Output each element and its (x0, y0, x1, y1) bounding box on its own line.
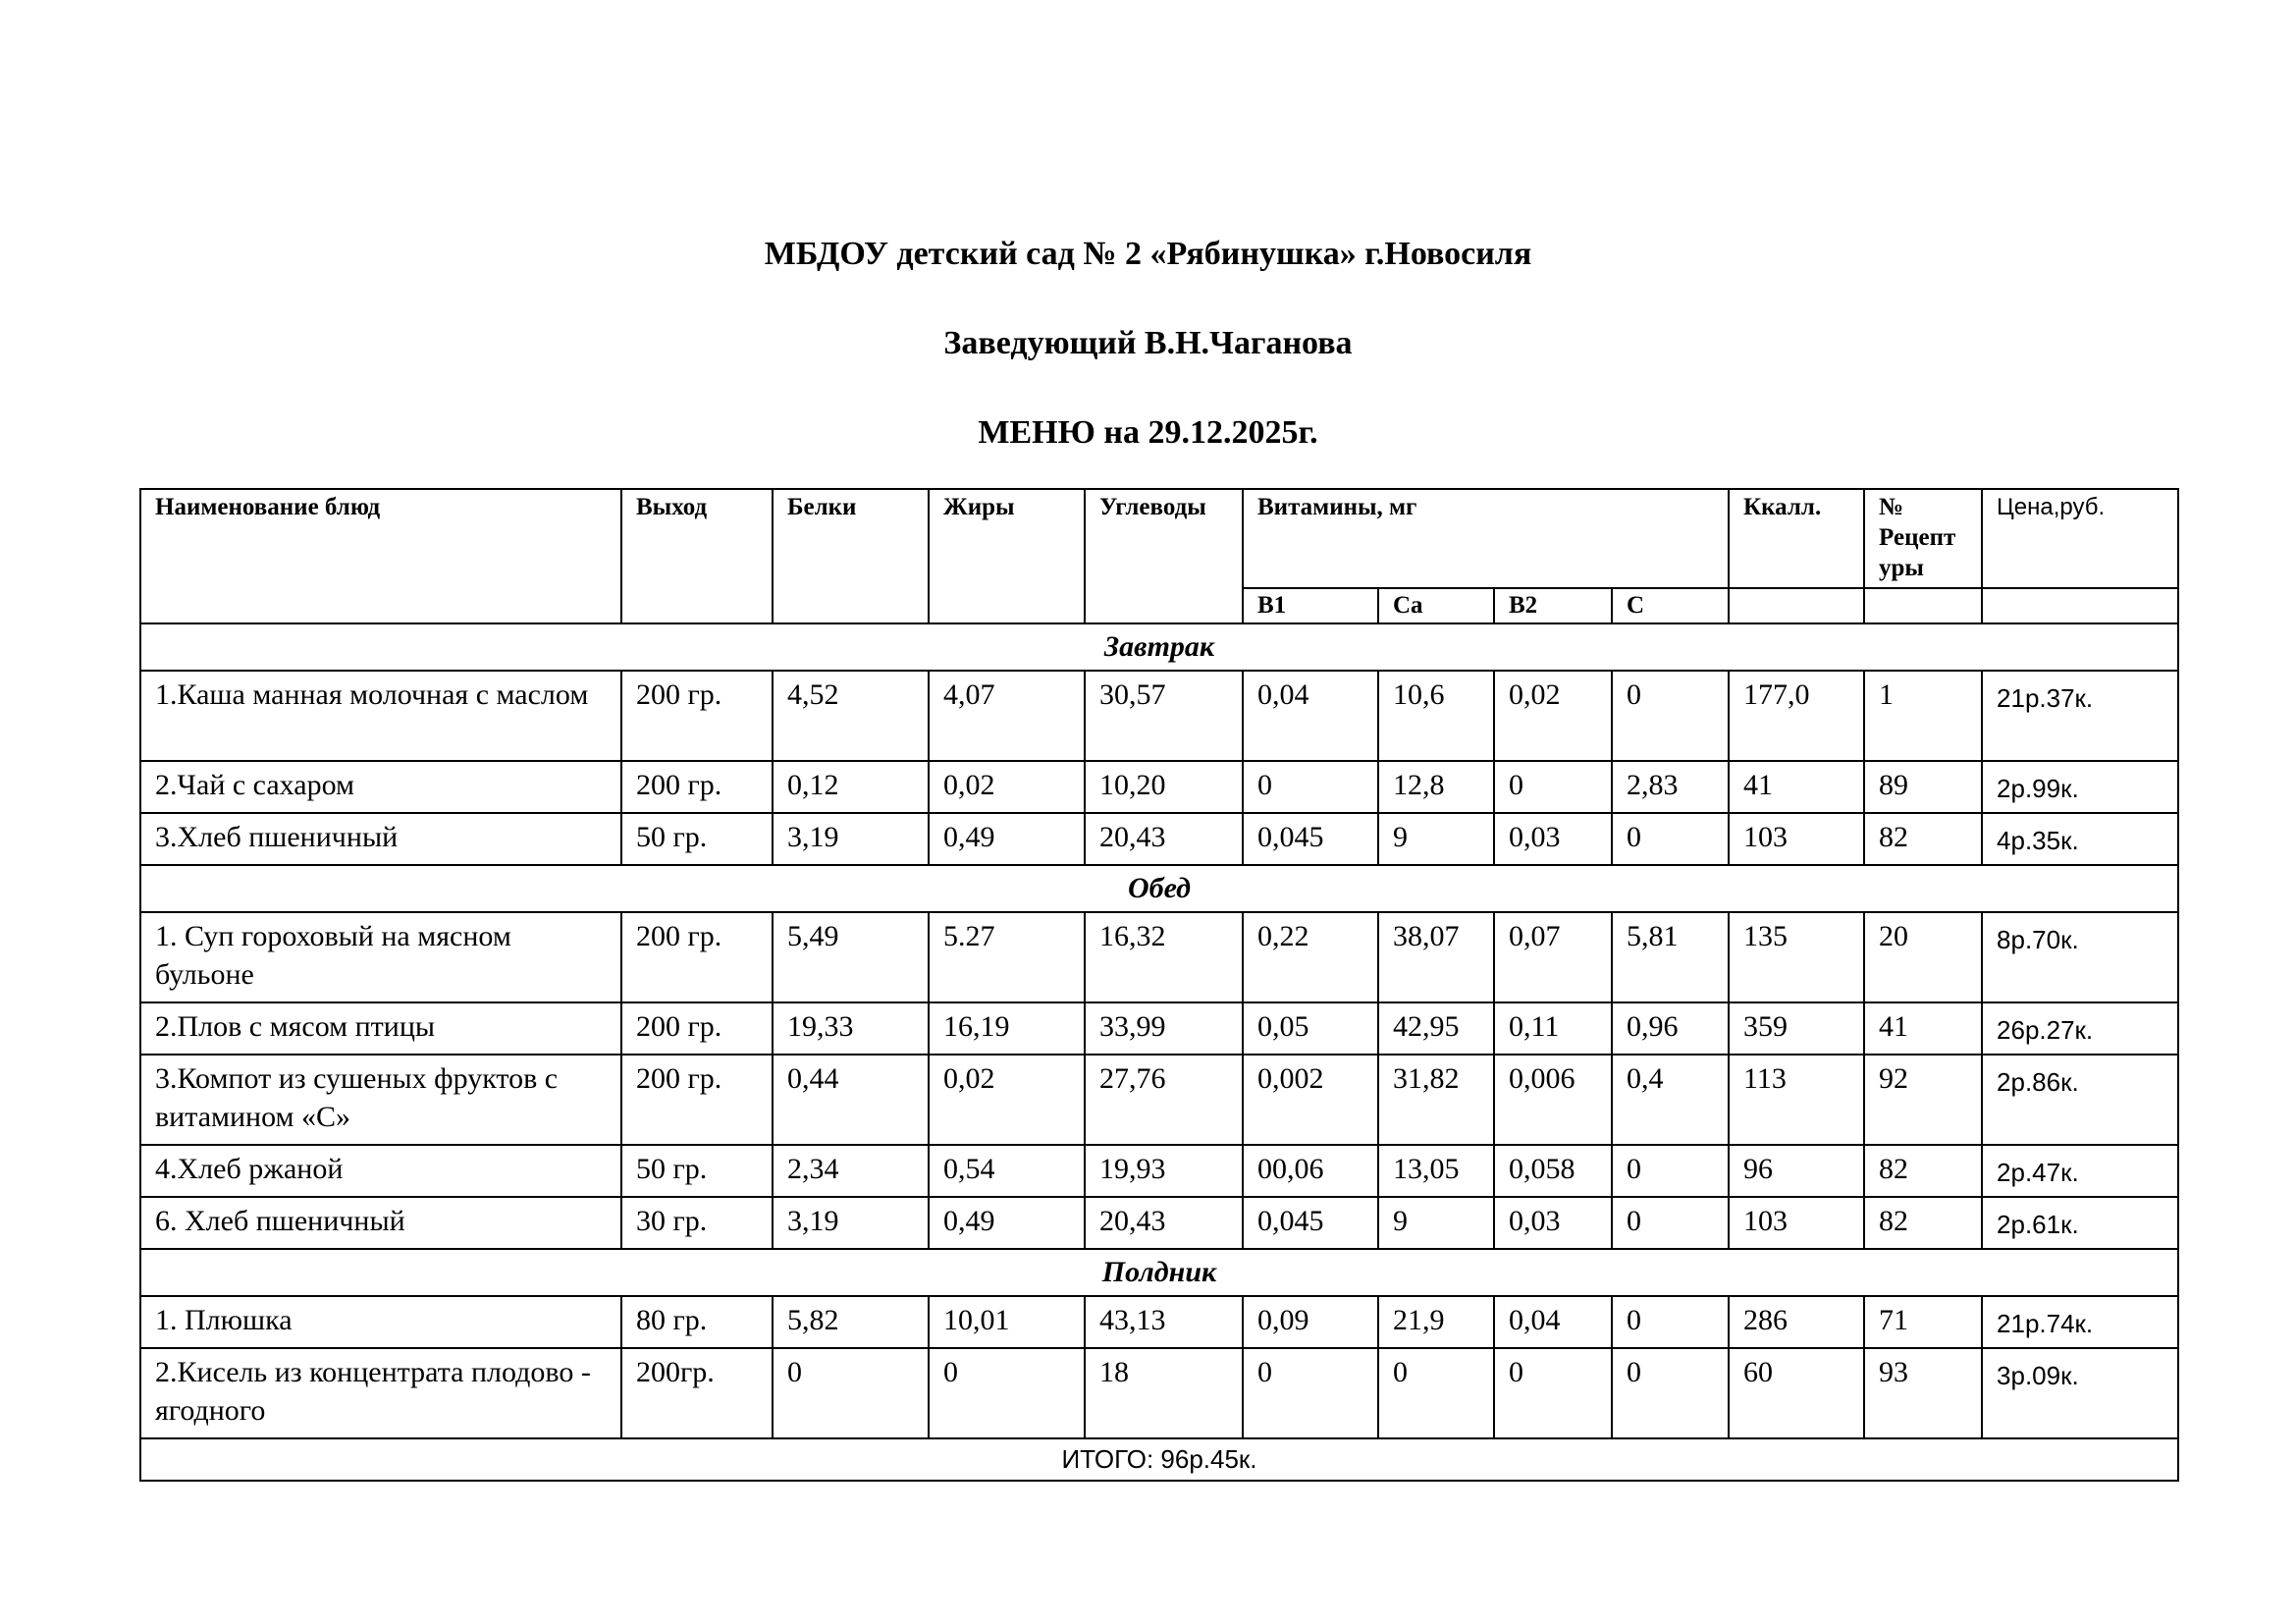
table-row (140, 671, 2178, 761)
cell-ca: 21,9 (1378, 1296, 1494, 1348)
cell-b2: 0 (1494, 761, 1612, 813)
cell-yield: 50 гр. (621, 1145, 773, 1197)
cell-b1: 0,04 (1243, 671, 1378, 761)
cell-c: 0 (1612, 813, 1729, 865)
cell-price: 8р.70к. (1982, 912, 2178, 1002)
cell-fat: 0 (929, 1348, 1085, 1438)
cell-recipe: 93 (1864, 1348, 1982, 1438)
cell-price: 2р.61к. (1982, 1197, 2178, 1249)
cell-name: 1.Каша манная молочная с маслом (140, 671, 621, 761)
cell-ca: 0 (1378, 1348, 1494, 1438)
section-title: Обед (140, 865, 2178, 912)
cell-b1: 00,06 (1243, 1145, 1378, 1197)
cell-carbs: 10,20 (1085, 761, 1243, 813)
cell-c: 0 (1612, 1145, 1729, 1197)
cell-name: 3.Хлеб пшеничный (140, 813, 621, 865)
cell-kcal: 113 (1729, 1055, 1864, 1145)
cell-yield: 200 гр. (621, 761, 773, 813)
col-header-kcal: Ккалл. (1729, 489, 1864, 588)
total-value: ИТОГО: 96р.45к. (140, 1438, 2178, 1481)
cell-fat: 0,49 (929, 813, 1085, 865)
cell-carbs: 19,93 (1085, 1145, 1243, 1197)
cell-protein: 0,44 (773, 1055, 929, 1145)
cell-protein: 5,49 (773, 912, 929, 1002)
cell-c: 0 (1612, 1296, 1729, 1348)
cell-protein: 3,19 (773, 813, 929, 865)
total-row (140, 1438, 2178, 1481)
col-header-name: Наименование блюд (140, 489, 621, 623)
cell-ca: 12,8 (1378, 761, 1494, 813)
subheader-empty-kcal (1729, 588, 1864, 623)
cell-name: 3.Компот из сушеных фруктов с витамином «С» (140, 1055, 621, 1145)
header-row (140, 489, 2178, 588)
table-row (140, 1002, 2178, 1055)
cell-price: 2р.47к. (1982, 1145, 2178, 1197)
cell-c: 0,96 (1612, 1002, 1729, 1055)
cell-ca: 38,07 (1378, 912, 1494, 1002)
cell-b1: 0 (1243, 761, 1378, 813)
cell-yield: 50 гр. (621, 813, 773, 865)
table-row (140, 1197, 2178, 1249)
cell-ca: 10,6 (1378, 671, 1494, 761)
institution-title: МБДОУ детский сад № 2 «Рябинушка» г.Новосиля (764, 236, 1532, 272)
cell-fat: 0,54 (929, 1145, 1085, 1197)
table-row (140, 1145, 2178, 1197)
cell-ca: 9 (1378, 1197, 1494, 1249)
cell-carbs: 18 (1085, 1348, 1243, 1438)
table-row (140, 813, 2178, 865)
cell-protein: 3,19 (773, 1197, 929, 1249)
cell-b1: 0 (1243, 1348, 1378, 1438)
cell-carbs: 33,99 (1085, 1002, 1243, 1055)
cell-kcal: 286 (1729, 1296, 1864, 1348)
cell-name: 4.Хлеб ржаной (140, 1145, 621, 1197)
cell-ca: 9 (1378, 813, 1494, 865)
cell-price: 4р.35к. (1982, 813, 2178, 865)
col-header-yield: Выход (621, 489, 773, 623)
cell-yield: 80 гр. (621, 1296, 773, 1348)
cell-price: 2р.86к. (1982, 1055, 2178, 1145)
table-row (140, 1348, 2178, 1438)
col-header-ca: Са (1378, 588, 1494, 623)
cell-protein: 5,82 (773, 1296, 929, 1348)
table-row (140, 1055, 2178, 1145)
cell-name: 2.Чай с сахаром (140, 761, 621, 813)
cell-recipe: 41 (1864, 1002, 1982, 1055)
menu-table (139, 488, 2179, 1482)
cell-fat: 0,02 (929, 761, 1085, 813)
cell-kcal: 135 (1729, 912, 1864, 1002)
cell-b2: 0,04 (1494, 1296, 1612, 1348)
cell-name: 2.Кисель из концентрата плодово - ягодного (140, 1348, 621, 1438)
col-header-recipe: № Рецепт уры (1864, 489, 1982, 588)
cell-kcal: 96 (1729, 1145, 1864, 1197)
cell-carbs: 27,76 (1085, 1055, 1243, 1145)
col-header-carbs: Углеводы (1085, 489, 1243, 623)
cell-recipe: 89 (1864, 761, 1982, 813)
cell-protein: 19,33 (773, 1002, 929, 1055)
cell-carbs: 20,43 (1085, 813, 1243, 865)
cell-name: 2.Плов с мясом птицы (140, 1002, 621, 1055)
section-title: Полдник (140, 1249, 2178, 1296)
cell-c: 2,83 (1612, 761, 1729, 813)
cell-yield: 200гр. (621, 1348, 773, 1438)
cell-carbs: 30,57 (1085, 671, 1243, 761)
cell-kcal: 359 (1729, 1002, 1864, 1055)
cell-fat: 16,19 (929, 1002, 1085, 1055)
table-row (140, 1296, 2178, 1348)
menu-title: МЕНЮ на 29.12.2025г. (978, 414, 1318, 451)
section-title: Завтрак (140, 623, 2178, 671)
cell-b2: 0,11 (1494, 1002, 1612, 1055)
cell-fat: 0,49 (929, 1197, 1085, 1249)
subheader-empty-recipe (1864, 588, 1982, 623)
cell-kcal: 177,0 (1729, 671, 1864, 761)
cell-yield: 30 гр. (621, 1197, 773, 1249)
cell-ca: 42,95 (1378, 1002, 1494, 1055)
cell-protein: 0 (773, 1348, 929, 1438)
cell-carbs: 16,32 (1085, 912, 1243, 1002)
cell-b2: 0,006 (1494, 1055, 1612, 1145)
cell-yield: 200 гр. (621, 912, 773, 1002)
cell-ca: 31,82 (1378, 1055, 1494, 1145)
cell-c: 0 (1612, 671, 1729, 761)
cell-b2: 0,058 (1494, 1145, 1612, 1197)
cell-carbs: 20,43 (1085, 1197, 1243, 1249)
cell-fat: 0,02 (929, 1055, 1085, 1145)
table-row (140, 761, 2178, 813)
table-row (140, 912, 2178, 1002)
cell-recipe: 20 (1864, 912, 1982, 1002)
cell-b1: 0,22 (1243, 912, 1378, 1002)
cell-recipe: 82 (1864, 1197, 1982, 1249)
col-header-vitamins: Витамины, мг (1243, 489, 1729, 588)
cell-c: 5,81 (1612, 912, 1729, 1002)
cell-yield: 200 гр. (621, 1055, 773, 1145)
cell-protein: 2,34 (773, 1145, 929, 1197)
cell-price: 3р.09к. (1982, 1348, 2178, 1438)
section-row (140, 865, 2178, 912)
cell-price: 2р.99к. (1982, 761, 2178, 813)
section-row (140, 1249, 2178, 1296)
cell-b1: 0,05 (1243, 1002, 1378, 1055)
subheader-empty-price (1982, 588, 2178, 623)
cell-recipe: 1 (1864, 671, 1982, 761)
col-header-price: Цена,руб. (1982, 489, 2178, 588)
cell-protein: 0,12 (773, 761, 929, 813)
col-header-c: С (1612, 588, 1729, 623)
cell-price: 26р.27к. (1982, 1002, 2178, 1055)
director-line: Заведующий В.Н.Чаганова (943, 325, 1353, 361)
col-header-b1: В1 (1243, 588, 1378, 623)
cell-c: 0 (1612, 1197, 1729, 1249)
cell-b2: 0 (1494, 1348, 1612, 1438)
col-header-fat: Жиры (929, 489, 1085, 623)
cell-ca: 13,05 (1378, 1145, 1494, 1197)
cell-fat: 4,07 (929, 671, 1085, 761)
cell-recipe: 82 (1864, 1145, 1982, 1197)
cell-c: 0 (1612, 1348, 1729, 1438)
cell-recipe: 92 (1864, 1055, 1982, 1145)
cell-b2: 0,03 (1494, 813, 1612, 865)
cell-b2: 0,03 (1494, 1197, 1612, 1249)
cell-fat: 10,01 (929, 1296, 1085, 1348)
cell-b1: 0,045 (1243, 813, 1378, 865)
cell-c: 0,4 (1612, 1055, 1729, 1145)
cell-kcal: 41 (1729, 761, 1864, 813)
cell-b1: 0,09 (1243, 1296, 1378, 1348)
cell-kcal: 60 (1729, 1348, 1864, 1438)
cell-name: 1. Плюшка (140, 1296, 621, 1348)
cell-carbs: 43,13 (1085, 1296, 1243, 1348)
cell-name: 6. Хлеб пшеничный (140, 1197, 621, 1249)
cell-b1: 0,045 (1243, 1197, 1378, 1249)
cell-price: 21р.37к. (1982, 671, 2178, 761)
cell-b1: 0,002 (1243, 1055, 1378, 1145)
cell-recipe: 82 (1864, 813, 1982, 865)
cell-kcal: 103 (1729, 813, 1864, 865)
cell-fat: 5.27 (929, 912, 1085, 1002)
cell-name: 1. Суп гороховый на мясном бульоне (140, 912, 621, 1002)
cell-price: 21р.74к. (1982, 1296, 2178, 1348)
cell-b2: 0,07 (1494, 912, 1612, 1002)
col-header-protein: Белки (773, 489, 929, 623)
cell-protein: 4,52 (773, 671, 929, 761)
col-header-b2: В2 (1494, 588, 1612, 623)
cell-recipe: 71 (1864, 1296, 1982, 1348)
section-row (140, 623, 2178, 671)
cell-yield: 200 гр. (621, 671, 773, 761)
cell-b2: 0,02 (1494, 671, 1612, 761)
cell-yield: 200 гр. (621, 1002, 773, 1055)
cell-kcal: 103 (1729, 1197, 1864, 1249)
